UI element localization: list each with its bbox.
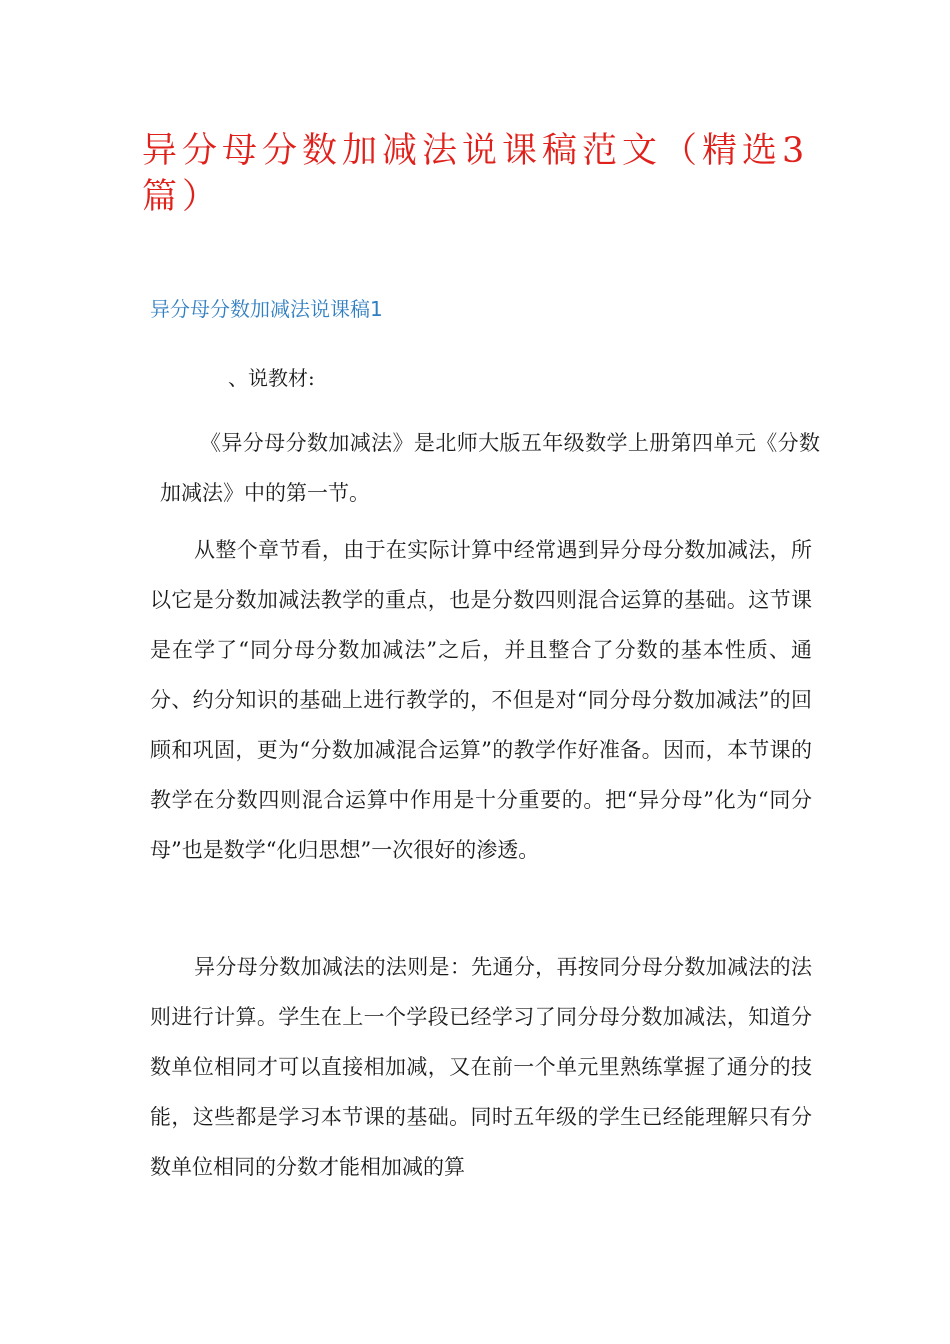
paragraph-2: 从整个章节看，由于在实际计算中经常遇到异分母分数加减法，所以它是分数加减法教学的重点，也是分数四则混合运算的基础。这节课是在学了“同分母分数加减法”之后，并且整合了分数的基本性质、通分、约分知识的基础上进行教学的，不但是对“同分母分数加减法”的回顾和巩固，更为“分数加减混合运算”的教学作好准备。因而，本节课的教学在分数四则混合运算中作用是十分重要的。把“异分母”化为“同分母”也是数学“化归思想”一次很好的渗透。	[150, 538, 812, 862]
paragraph-3: 异分母分数加减法的法则是：先通分，再按同分母分数加减法的法则进行计算。学生在上一个学段已经学习了同分母分数加减法，知道分数单位相同才可以直接相加减，又在前一个单元里熟练掌握了通分的技能，这些都是学习本节课的基础。同时五年级的学生已经能理解只有分数单位相同的分数才能相加减的算	[150, 955, 812, 1179]
document-title: 异分母分数加减法说课稿范文（精选3篇）	[142, 131, 810, 217]
sub-heading: 、说教材:	[228, 366, 315, 390]
paragraph-1: 《异分母分数加减法》是北师大版五年级数学上册第四单元《分数加减法》中的第一节。	[160, 431, 820, 505]
section-heading: 异分母分数加减法说课稿1	[150, 297, 383, 321]
